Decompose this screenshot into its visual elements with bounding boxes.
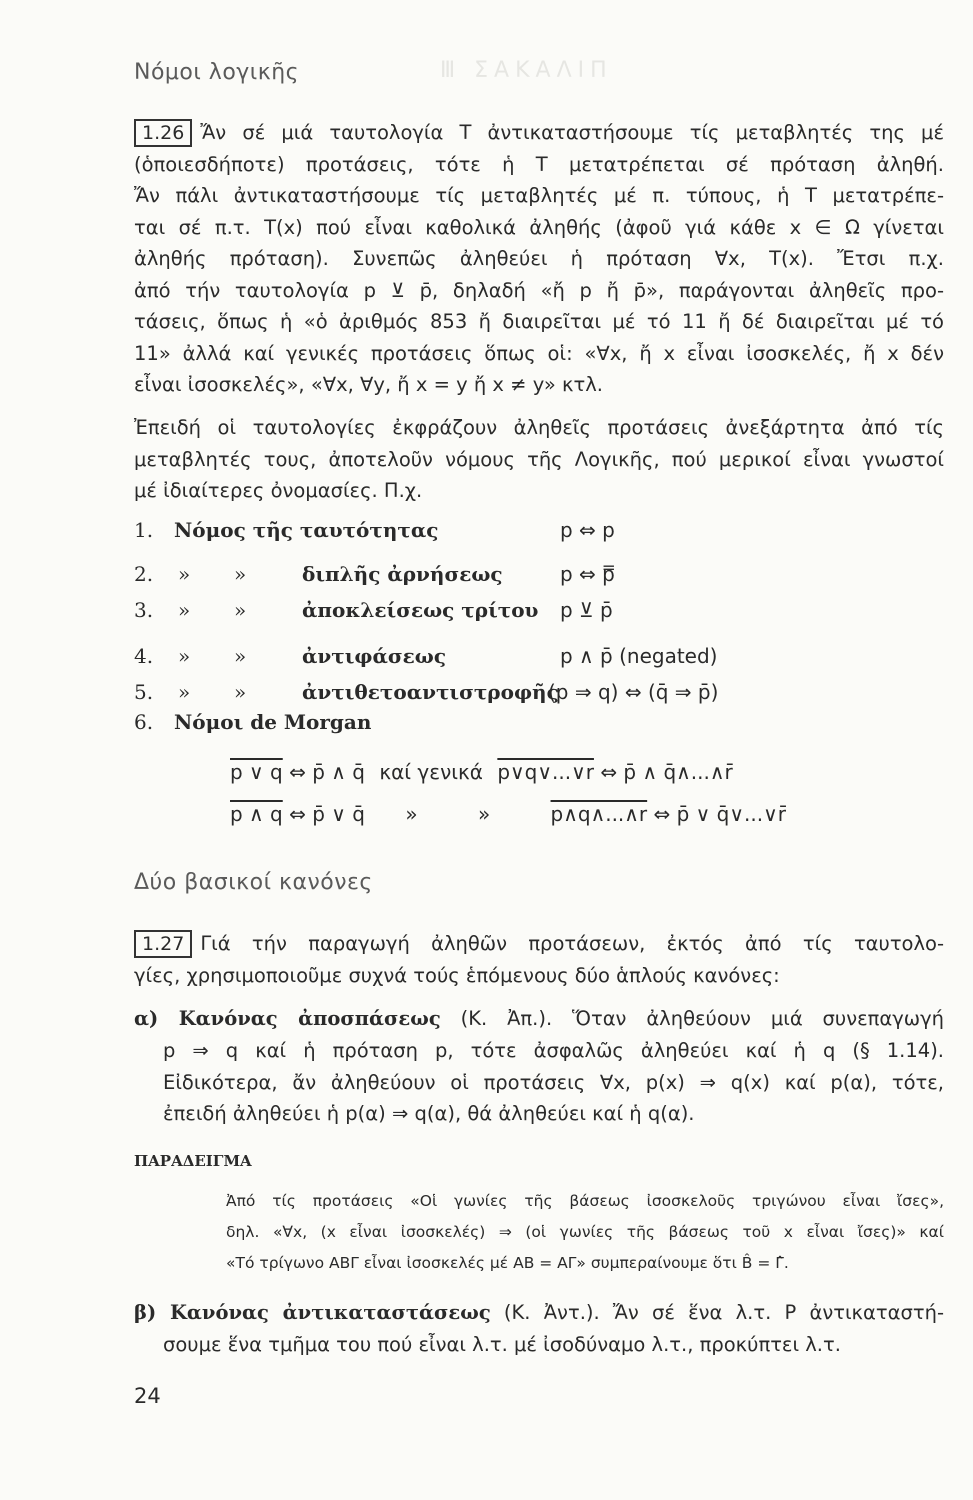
law-number: 4. (134, 644, 154, 668)
formula-part: p ∨ q (230, 760, 283, 784)
law-formula: (p ⇒ q) ⇔ (q̄ ⇒ p̄) (548, 680, 719, 704)
formula-part: ⇔ p̄ ∧ q̄ (289, 760, 365, 784)
formula-text: καί γενικά (379, 760, 483, 784)
ditto-mark: » (405, 802, 418, 826)
law-item (134, 680, 954, 710)
ditto-mark: » (234, 644, 247, 668)
text-line: p ⇒ q καί ἡ πρόταση p, τότε ἀσφαλῶς ἀληθεύει καί ἡ q (§ 1.14). (163, 1039, 944, 1062)
text-line: (Κ. Ἀπ.). Ὅταν ἀληθεύουν μιά συνεπαγωγή (440, 1007, 944, 1030)
ditto-mark: » (234, 680, 247, 704)
section-heading-two-rules: Δύο βασικοί κανόνες (134, 870, 373, 895)
law-formula: p ⇔ p̿ (560, 562, 615, 586)
formula-part: ⇔ p̄ ∨ q̄ (289, 802, 365, 826)
text-line: εἶναι ἰσοσκελές», «∀x, ∀y, ἤ x = y ἤ x ≠ y» κτλ. (134, 373, 603, 396)
law-item (134, 518, 954, 548)
rule-b-label: β) Κανόνας ἀντικαταστάσεως (134, 1301, 491, 1324)
ditto-mark: » (178, 644, 191, 668)
text-line: Ἄν πάλι ἀντικαταστήσουμε τίς μεταβλητές μέ π. τύπους, ἡ Τ μετατρέπε- (134, 184, 944, 207)
text-line: σουμε ἕνα τμῆμα του πού εἶναι λ.τ. μέ ἰσοδύναμο λ.τ., προκύπτει λ.τ. (163, 1333, 841, 1356)
section-heading-logic-laws: Νόμοι λογικῆς (134, 60, 300, 85)
paragraph-1-26 (134, 117, 944, 401)
rule-b (134, 1297, 944, 1329)
text-line: δηλ. «∀x, (x εἶναι ἰσοσκελές) ⇒ (οἱ γωνίες τῆς βάσεως τοῦ x εἶναι ἴσες)» καί (226, 1223, 944, 1241)
rule-a-body (163, 1035, 944, 1130)
page-number: 24 (134, 1384, 161, 1408)
law-name: Νόμος τῆς ταυτότητας (174, 518, 439, 542)
law-formula: p ∧ p̄ (negated) (560, 644, 718, 668)
bleed-through-mark: Ⅲ ΣΑΚΑΛΙΠ (440, 58, 613, 83)
text-line: Γιά τήν παραγωγή ἀληθῶν προτάσεων, ἐκτός ἀπό τίς ταυτολο- (200, 932, 944, 955)
law-item (134, 710, 954, 740)
de-morgan-line-2 (230, 802, 786, 832)
rule-a (134, 1003, 944, 1035)
text-line: ἀληθής πρόταση). Συνεπῶς ἀληθεύει ἡ πρόταση ∀x, Τ(x). Ἔτσι π.χ. (134, 247, 944, 270)
text-line: μέ ἰδιαίτερες ὀνομασίες. Π.χ. (134, 479, 423, 502)
text-line: ἐπειδή ἀληθεύει ἡ p(α) ⇒ q(α), θά ἀληθεύει καί ἡ q(α). (163, 1102, 695, 1125)
text-line: (Κ. Ἀντ.). Ἄν σέ ἕνα λ.τ. Ρ ἀντικαταστή- (490, 1301, 944, 1324)
example-text (226, 1186, 944, 1279)
ditto-mark: » (178, 598, 191, 622)
law-name: διπλῆς ἀρνήσεως (302, 562, 503, 586)
ditto-mark: » (477, 802, 491, 826)
text-line: Εἰδικότερα, ἄν ἀληθεύουν οἱ προτάσεις ∀x, p(x) ⇒ q(x) καί p(α), τότε, (163, 1070, 944, 1094)
formula-part: p∨q∨...∨r (497, 760, 594, 784)
de-morgan-line-1 (230, 760, 733, 790)
law-item (134, 598, 954, 628)
law-number: 6. (134, 710, 154, 734)
law-formula: p ⊻ p̄ (560, 598, 613, 622)
ditto-mark: » (178, 562, 191, 586)
law-item (134, 562, 954, 592)
text-line: ται σέ π.τ. Τ(x) πού εἶναι καθολικά ἀληθής (ἀφοῦ γιά κάθε x ∈ Ω γίνεται (134, 215, 944, 239)
law-number: 5. (134, 680, 154, 704)
paragraph-number-box: 1.26 (134, 119, 192, 147)
formula-part: ⇔ p̄ ∨ q̄∨...∨r̄ (653, 802, 786, 826)
text-line: ἀπό τήν ταυτολογία p ⊻ p̄, δηλαδή «ἤ p ἤ p̄», παράγονται ἀληθεῖς προ- (134, 278, 944, 302)
law-number: 3. (134, 598, 154, 622)
text-line: Ἀπό τίς προτάσεις «Οἱ γωνίες τῆς βάσεως ἰσοσκελοῦς τριγώνου εἶναι ἴσες», (226, 1192, 944, 1210)
rule-a-label: α) Κανόνας ἀποσπάσεως (134, 1007, 441, 1030)
ditto-mark: » (178, 680, 191, 704)
formula-part: p∧q∧...∧r (550, 802, 648, 826)
text-line: τάσεις, ὅπως ἡ «ὁ ἀριθμός 853 ἤ διαιρεῖται μέ τό 11 ἤ δέ διαιρεῖται μέ τό (134, 310, 944, 333)
text-line: γίες, χρησιμοποιοῦμε συχνά τούς ἑπόμενους δύο ἁπλούς κανόνες: (134, 963, 780, 987)
text-line: «Τό τρίγωνο ΑΒΓ εἶναι ἰσοσκελές μέ ΑΒ = ΑΓ» συμπεραίνουμε ὅτι B̂ = Γ̂. (226, 1254, 789, 1272)
text-line: μεταβλητές τους, ἀποτελοῦν νόμους τῆς Λογικῆς, πού μερικοί εἶναι γνωστοί (134, 447, 944, 471)
law-number: 1. (134, 518, 154, 542)
text-line: Ἐπειδή οἱ ταυτολογίες ἐκφράζουν ἀληθεῖς προτάσεις ἀνεξάρτητα ἀπό τίς (134, 416, 944, 439)
paragraph-number-box: 1.27 (134, 930, 192, 958)
ditto-mark: » (234, 562, 247, 586)
law-name: ἀντιθετοαντιστροφῆς (302, 680, 559, 704)
law-formula: p ⇔ p (560, 518, 615, 542)
text-line: (ὁποιεσδήποτε) προτάσεις, τότε ἡ Τ μετατρέπεται σέ πρόταση ἀληθή. (134, 152, 944, 176)
text-line: 11» ἀλλά καί γενικές προτάσεις ὅπως οἱ: «∀x, ἤ x εἶναι ἰσοσκελές, ἤ x δέν (134, 341, 944, 365)
law-name: ἀποκλείσεως τρίτου (302, 598, 539, 622)
example-heading: ΠΑΡΑΔΕΙΓΜΑ (134, 1152, 252, 1170)
ditto-mark: » (234, 598, 247, 622)
formula-part: p ∧ q (230, 802, 283, 826)
paragraph-laws-intro (134, 412, 944, 507)
law-item (134, 644, 954, 674)
text-line: Ἄν σέ μιά ταυτολογία Τ ἀντικαταστήσουμε τίς μεταβλητές της μέ (200, 121, 944, 144)
law-name: ἀντιφάσεως (302, 644, 447, 668)
rule-b-body (163, 1329, 944, 1361)
formula-part: ⇔ p̄ ∧ q̄∧...∧r̄ (600, 760, 733, 784)
paragraph-1-27 (134, 928, 944, 991)
law-number: 2. (134, 562, 154, 586)
law-name: Νόμοι de Morgan (174, 710, 372, 734)
